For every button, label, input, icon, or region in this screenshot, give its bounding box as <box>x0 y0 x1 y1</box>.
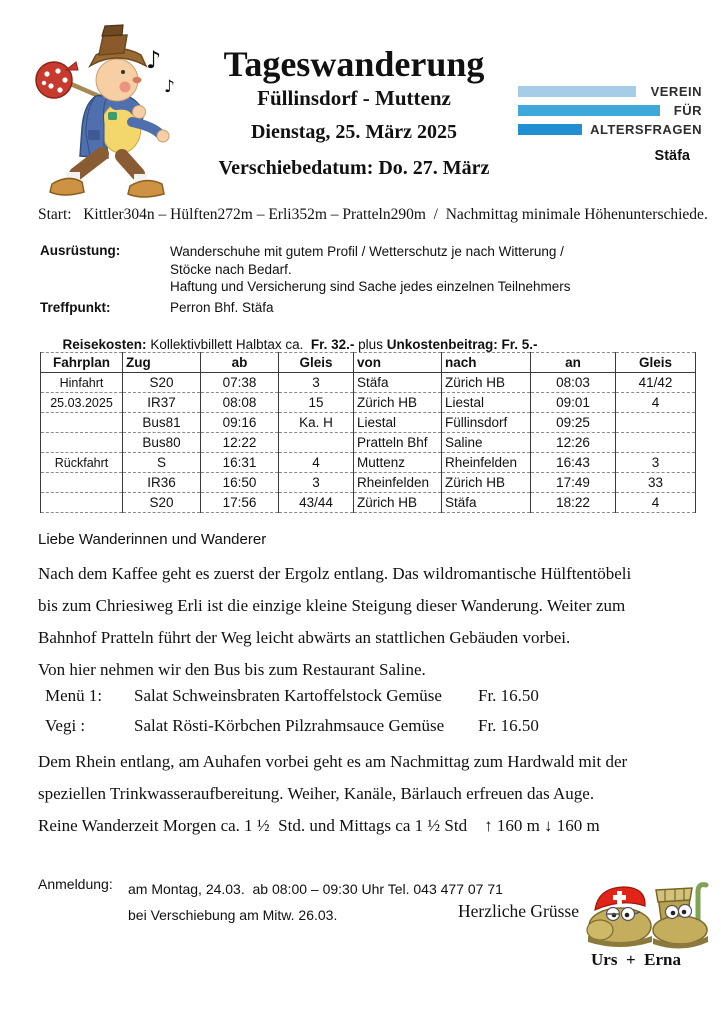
cell: 12:26 <box>531 433 616 453</box>
cell: Rückfahrt <box>41 453 123 473</box>
travel-cost-price: Fr. 32.- <box>310 336 355 352</box>
cell: Liestal <box>442 393 531 413</box>
meeting-point-value: Perron Bhf. Stäfa <box>170 299 274 315</box>
cell: Stäfa <box>354 373 442 393</box>
equipment-line: Wanderschuhe mit gutem Profil / Wetterschutz je nach Witterung / <box>170 244 564 259</box>
col-von: von <box>354 353 442 373</box>
letter-greeting: Liebe Wanderinnen und Wanderer <box>38 531 267 548</box>
cell: 4 <box>279 453 354 473</box>
logo-bar-icon <box>518 105 660 116</box>
page-subtitle: Füllinsdorf - Muttenz <box>257 86 451 110</box>
menu-price: Fr. 16.50 <box>478 716 539 735</box>
cell: 4 <box>616 493 696 513</box>
cell: 43/44 <box>279 493 354 513</box>
page-title: Tageswanderung <box>223 44 485 84</box>
registration-block <box>38 876 503 928</box>
cell: Ka. H <box>279 413 354 433</box>
cell: Zürich HB <box>354 393 442 413</box>
cell: 16:31 <box>201 453 279 473</box>
start-line: Start: Kittler304n – Hülften272m – Erli352m – Pratteln290m / Nachmittag minimale Höhenunterschiede. <box>38 206 708 223</box>
logo-label: FÜR <box>673 103 702 118</box>
col-gleis2: Gleis <box>616 353 696 373</box>
col-an: an <box>531 353 616 373</box>
equipment-row <box>40 243 695 296</box>
cell: Liestal <box>354 413 442 433</box>
menu-dish: Salat Rösti-Körbchen Pilzrahmsauce Gemüse <box>134 716 445 735</box>
logo-bar-icon <box>518 124 582 135</box>
cell <box>616 413 696 433</box>
meeting-point-label: Treffpunkt: <box>40 299 111 315</box>
wanderer-illustration <box>20 24 188 203</box>
cell: Bus81 <box>123 413 201 433</box>
paragraph-line: bis zum Chriesiweg Erli ist die einzige kleine Steigung dieser Wanderung. Weiter zum <box>38 596 626 615</box>
cell: Saline <box>442 433 531 453</box>
table-row <box>41 493 696 513</box>
equipment-line: Haftung und Versicherung sind Sache jedes einzelnen Teilnehmers <box>170 279 571 294</box>
cell: 12:22 <box>201 433 279 453</box>
col-ab: ab <box>201 353 279 373</box>
boots-illustration <box>582 878 714 955</box>
table-row <box>41 413 696 433</box>
logo-row <box>518 101 702 120</box>
header <box>168 44 540 180</box>
cell: 41/42 <box>616 373 696 393</box>
cell: 17:56 <box>201 493 279 513</box>
cell <box>41 413 123 433</box>
logo-label: VEREIN <box>650 84 702 99</box>
paragraph-1 <box>38 558 706 686</box>
menu-price: Fr. 16.50 <box>478 686 539 705</box>
paragraph-line: Dem Rhein entlang, am Auhafen vorbei geht es am Nachmittag zum Hardwald mit der <box>38 752 628 771</box>
registration-line: am Montag, 24.03. ab 08:00 – 09:30 Uhr Tel. 043 477 07 71 <box>128 881 503 897</box>
cell: Hinfahrt <box>41 373 123 393</box>
cell: S20 <box>123 373 201 393</box>
cell: 08:08 <box>201 393 279 413</box>
paragraph-2 <box>38 746 706 842</box>
cell <box>41 493 123 513</box>
table-row <box>41 433 696 453</box>
logo-place: Stäfa <box>654 148 690 164</box>
cell: 09:16 <box>201 413 279 433</box>
cell: Muttenz <box>354 453 442 473</box>
logo-label: ALTERSFRAGEN <box>590 122 702 137</box>
cell: 07:38 <box>201 373 279 393</box>
menu-row <box>38 716 706 746</box>
cell: 16:43 <box>531 453 616 473</box>
equipment-line: Stöcke nach Bedarf. <box>170 261 292 277</box>
verein-logo <box>518 82 702 164</box>
cell: Zürich HB <box>354 493 442 513</box>
cell: 09:25 <box>531 413 616 433</box>
cell <box>616 433 696 453</box>
cell: 33 <box>616 473 696 493</box>
travel-cost-text: Kollektivbillett Halbtax ca. <box>146 336 311 352</box>
col-nach: nach <box>442 353 531 373</box>
cell <box>279 433 354 453</box>
table-row <box>41 453 696 473</box>
cell: IR36 <box>123 473 201 493</box>
letter-body <box>38 531 706 842</box>
equipment-content <box>170 243 571 296</box>
signature: Urs + Erna <box>591 950 681 969</box>
cell: S <box>123 453 201 473</box>
table-row <box>41 373 696 393</box>
logo-bar-icon <box>518 86 636 97</box>
cell: Pratteln Bhf <box>354 433 442 453</box>
cell: Zürich HB <box>442 473 531 493</box>
cell: 3 <box>279 373 354 393</box>
timetable <box>40 352 696 513</box>
wanderer-icon <box>20 24 188 198</box>
cell: Stäfa <box>442 493 531 513</box>
alternate-date: Verschiebedatum: Do. 27. März <box>218 157 490 179</box>
registration-line: bei Verschiebung am Mitw. 26.03. <box>128 907 338 923</box>
table-header-row <box>41 353 696 373</box>
cell: 15 <box>279 393 354 413</box>
table-row <box>41 473 696 493</box>
cell <box>41 473 123 493</box>
walking-time-line: Reine Wanderzeit Morgen ca. 1 ½ Std. und Mittags ca 1 ½ Std ↑ 160 m ↓ 160 m <box>38 816 600 835</box>
menu-label: Vegi : <box>45 716 86 735</box>
paragraph-line: Bahnhof Pratteln führt der Weg leicht abwärts an stattlichen Gebäuden vorbei. <box>38 628 571 647</box>
cell: 3 <box>279 473 354 493</box>
cell: 18:22 <box>531 493 616 513</box>
event-date: Dienstag, 25. März 2025 <box>250 121 458 143</box>
menu-label: Menü 1: <box>45 686 103 705</box>
cell: Rheinfelden <box>354 473 442 493</box>
cell: 25.03.2025 <box>41 393 123 413</box>
cell: 16:50 <box>201 473 279 493</box>
cell: Rheinfelden <box>442 453 531 473</box>
col-fahrplan: Fahrplan <box>41 353 123 373</box>
cell: Zürich HB <box>442 373 531 393</box>
col-zug: Zug <box>123 353 201 373</box>
registration-label: Anmeldung: <box>38 876 113 892</box>
cell: Bus80 <box>123 433 201 453</box>
col-gleis: Gleis <box>279 353 354 373</box>
logo-row <box>518 82 702 101</box>
cell: Füllinsdorf <box>442 413 531 433</box>
paragraph-line: Nach dem Kaffee geht es zuerst der Ergolz entlang. Das wildromantische Hülftentöbeli <box>38 564 632 583</box>
registration-content <box>128 876 503 928</box>
cell: IR37 <box>123 393 201 413</box>
menu-dish: Salat Schweinsbraten Kartoffelstock Gemüse <box>134 686 442 705</box>
travel-cost-label: Reisekosten: <box>62 336 147 352</box>
svg-text:♪: ♪ <box>146 46 162 74</box>
menu-row <box>38 686 706 716</box>
logo-row <box>518 120 702 139</box>
closing-greeting: Herzliche Grüsse <box>458 901 579 921</box>
cell: 08:03 <box>531 373 616 393</box>
table-row <box>41 393 696 413</box>
svg-text:♪: ♪ <box>164 77 175 97</box>
info-block <box>40 243 695 367</box>
cell: 17:49 <box>531 473 616 493</box>
cell: 09:01 <box>531 393 616 413</box>
paragraph-line: speziellen Trinkwasseraufbereitung. Weiher, Kanäle, Bärlauch erfreuen das Auge. <box>38 784 595 803</box>
cell <box>41 433 123 453</box>
equipment-label: Ausrüstung: <box>40 243 121 258</box>
contribution-price: Unkostenbeitrag: Fr. 5.- <box>386 336 538 352</box>
cell: 4 <box>616 393 696 413</box>
boots-icon <box>582 878 714 950</box>
meeting-point-row <box>40 300 695 315</box>
travel-cost-text: plus <box>354 336 387 352</box>
cell: S20 <box>123 493 201 513</box>
cell: 3 <box>616 453 696 473</box>
paragraph-line: Von hier nehmen wir den Bus bis zum Restaurant Saline. <box>38 660 426 679</box>
